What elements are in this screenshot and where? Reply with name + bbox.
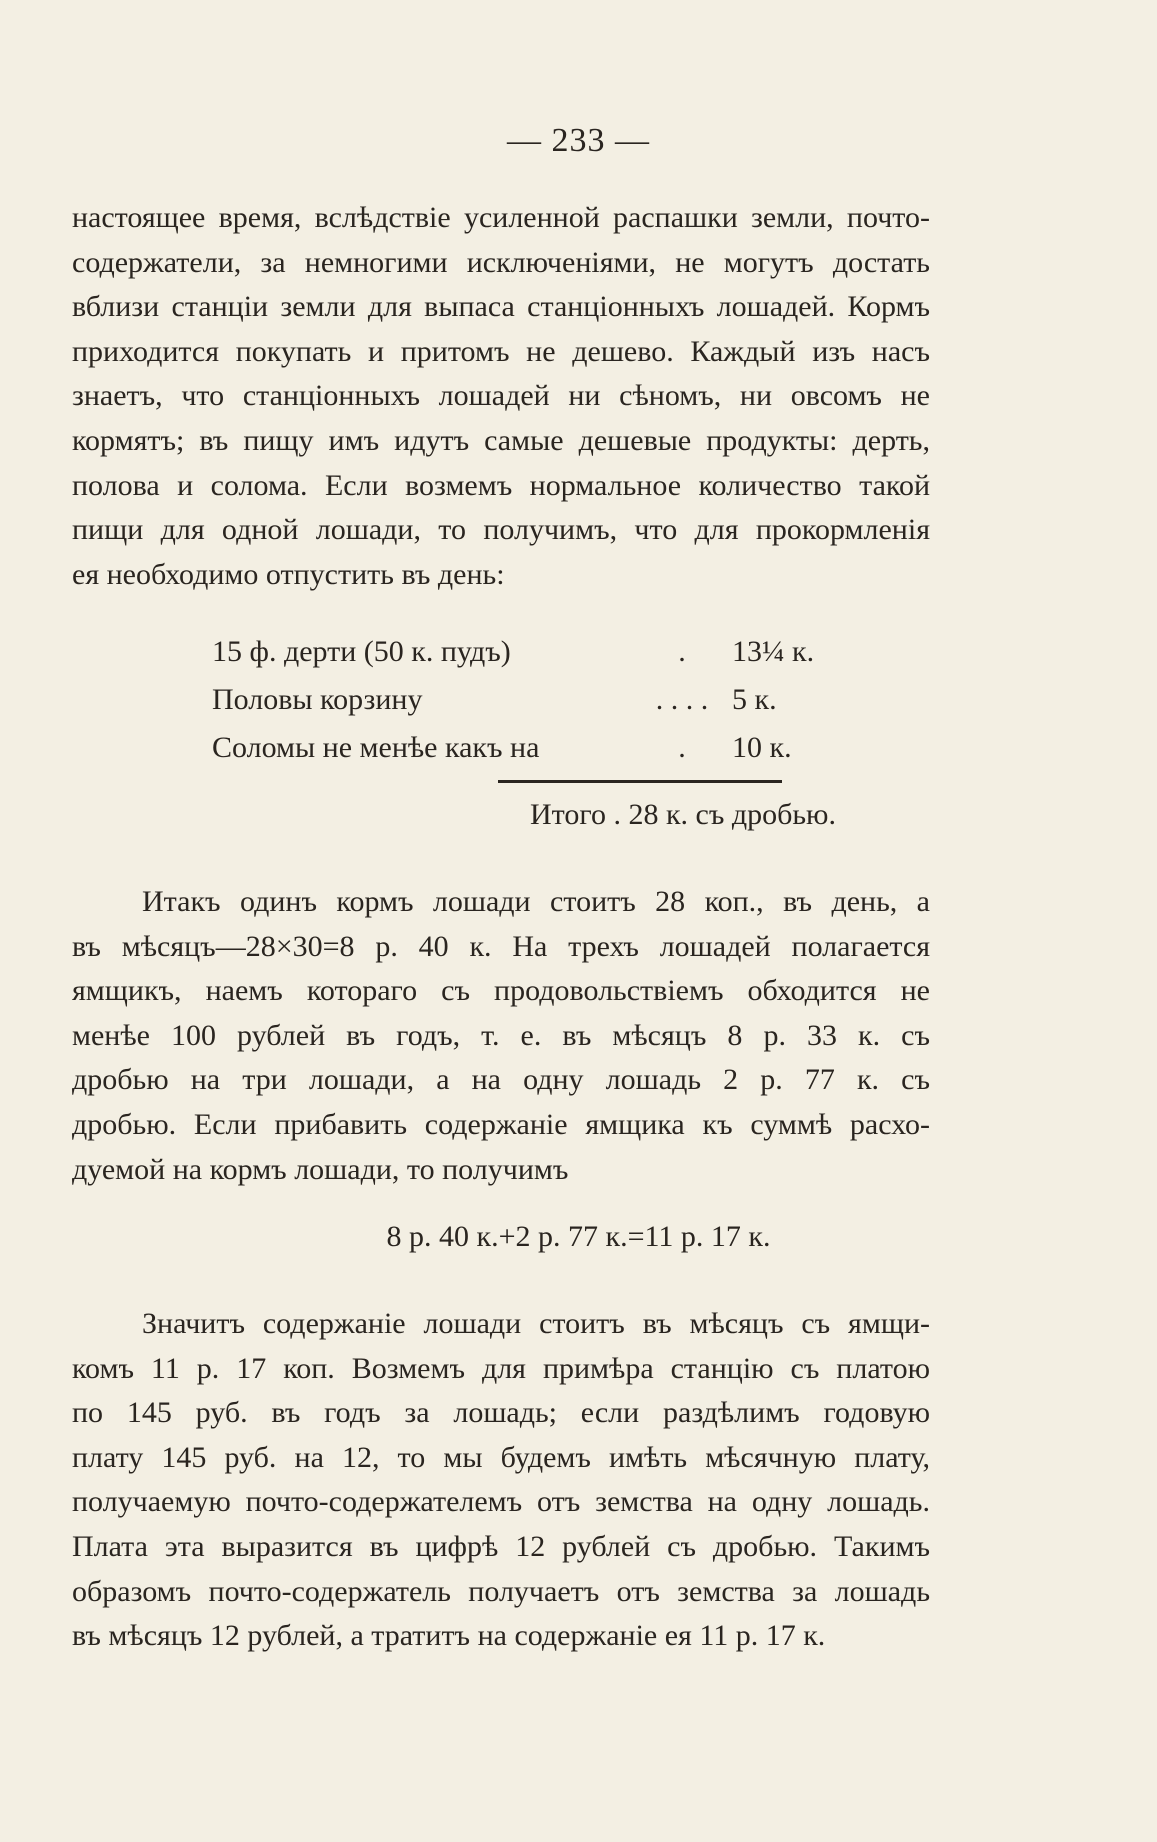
calc-row (212, 724, 852, 772)
calc-dots: . (678, 731, 686, 764)
text-line: плату 145 руб. на 12, то мы будемъ имѣть мѣсячную плату, (72, 1440, 930, 1474)
calc-value: 13¼ к. (732, 635, 815, 668)
page-number: — 233 — (507, 122, 650, 159)
text-line: вблизи станціи земли для выпаса станціонныхъ лошадей. Кормъ (72, 290, 930, 324)
text-line: ямщикъ, наемъ котораго съ продовольствіемъ обходится не (72, 974, 930, 1008)
text-line: по 145 руб. въ годъ за лошадь; если раздѣлимъ годовую (72, 1396, 930, 1430)
text-line: въ мѣсяцъ—28×30=8 р. 40 к. На трехъ лошадей полагается (72, 929, 930, 963)
sum-rule (498, 780, 782, 783)
sum-formula: 8 р. 40 к.+2 р. 77 к.=11 р. 17 к. (386, 1220, 771, 1253)
calc-value: 5 к. (732, 683, 777, 716)
calc-value: 10 к. (732, 731, 792, 764)
calc-dots: . (678, 635, 686, 668)
text-line: ея необходимо отпустить въ день: (72, 557, 505, 591)
calc-row (212, 628, 852, 676)
text-line: знаетъ, что станціонныхъ лошадей ни сѣномъ, ни овсомъ не (72, 379, 930, 413)
ration-calculation (212, 628, 852, 772)
text-line: получаемую почто-содержателемъ отъ земства на одну лошадь. (72, 1485, 930, 1519)
text-line: Значитъ содержаніе лошади стоитъ въ мѣсяцъ съ ямщи- (142, 1307, 930, 1340)
paragraph-3 (72, 1302, 930, 1659)
text-line: дробью. Если прибавить содержаніе ямщика къ суммѣ расхо- (72, 1107, 930, 1141)
text-line: Плата эта выразится въ цифрѣ 12 рублей съ дробью. Такимъ (72, 1529, 930, 1563)
text-line: кормятъ; въ пищу имъ идутъ самые дешевые продукты: дерть, (72, 423, 930, 457)
text-line: содержатели, за немногими исключеніями, не могутъ достать (72, 245, 930, 279)
text-line: пищи для одной лошади, то получимъ, что для прокормленія (72, 513, 930, 547)
text-line: образомъ почто-содержатель получаетъ отъ земства за лошадь (72, 1574, 930, 1608)
paragraph-1 (72, 196, 930, 597)
text-line: комъ 11 р. 17 коп. Возмемъ для примѣра станцію съ платою (72, 1351, 930, 1385)
calc-total: Итого . 28 к. съ дробью. (530, 798, 836, 831)
text-line: въ мѣсяцъ 12 рублей, а тратитъ на содержаніе ея 11 р. 17 к. (72, 1619, 826, 1653)
calc-label: Половы корзину (212, 683, 423, 716)
text-line: настоящее время, вслѣдствіе усиленной распашки земли, почто- (72, 201, 930, 234)
text-line: менѣе 100 рублей въ годъ, т. е. въ мѣсяцъ 8 р. 33 к. съ (72, 1018, 930, 1052)
calc-label: 15 ф. дерти (50 к. пудъ) (212, 635, 511, 668)
calc-label: Соломы не менѣе какъ на (212, 731, 540, 764)
text-line: полова и солома. Если возмемъ нормальное количество такой (72, 468, 930, 502)
text-line: дробью на три лошади, а на одну лошадь 2 р. 77 к. съ (72, 1063, 930, 1097)
text-line: дуемой на кормъ лошади, то получимъ (72, 1152, 569, 1186)
calc-row (212, 676, 852, 724)
text-line: Итакъ одинъ кормъ лошади стоитъ 28 коп., въ день, а (142, 885, 930, 918)
paragraph-2 (72, 880, 930, 1192)
calc-dots: . . . . (655, 683, 709, 716)
text-line: приходится покупать и притомъ не дешево. Каждый изъ насъ (72, 334, 930, 368)
